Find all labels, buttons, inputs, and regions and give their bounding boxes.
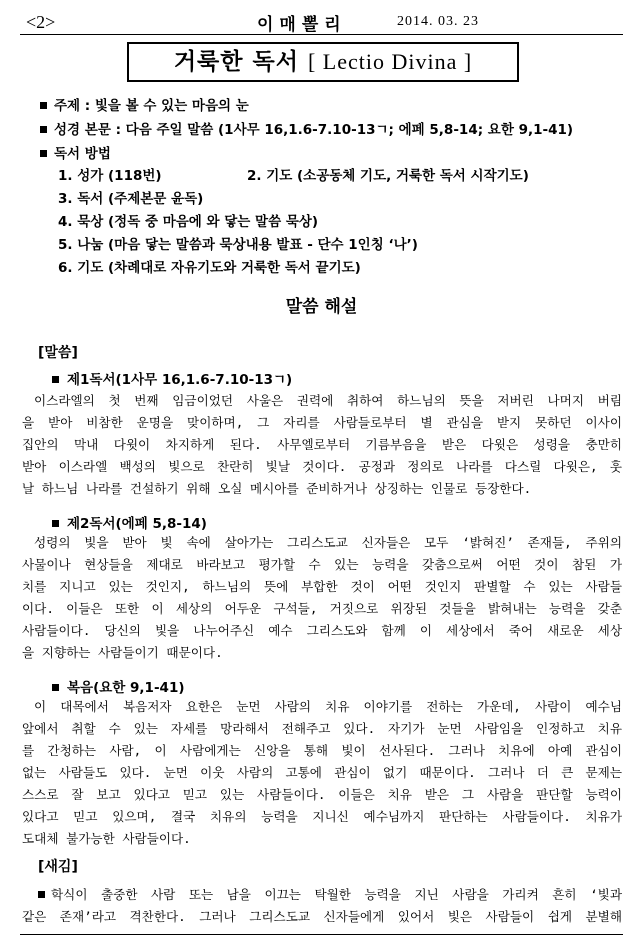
page-header: [22, 8, 622, 34]
title-latin: Lectio Divina: [322, 49, 458, 74]
meta-theme: 주제 : 빛을 볼 수 있는 마음의 눈: [38, 94, 249, 114]
reading-heading: 제1독서(1사무 16,1.6-7.10-13ㄱ): [50, 368, 292, 388]
reading-paragraph: 성령의 빛을 받아 빛 속에 살아가는 그리스도교 신자들은 모두 ‘밝혀진’ 존재들, 주위의 사물이나 현상들을 제대로 바라보고 평가할 수 있는 능력을 갖춤으로써 어떤 것이 참된 가 치를 지니고 있는 것인지, 하느님의 뜻에 부합한 것이 어떤 것인지 판별할 수 있는 사람들 이다. 이들은 또한 이 세상의 어두운 구석들, 거짓으로 위장된 것들을 밝혀내는 능력을 갖춘 사람들이다. 당신의 빛을 나누어주신 예수 그리스도와 함께 이 세상에서 죽어 새로운 세상 을 지향하는 사람들이기 때문이다.: [22, 535, 622, 660]
reading-paragraph: 이 대목에서 복음저자 요한은 눈먼 사람의 치유 이야기를 전하는 가운데, 사람이 예수님 앞에서 취할 수 있는 자세를 망라해서 전해주고 있다. 자기가 눈먼 사람임을 인정하고 치유 를 간청하는 사람, 이 사람에게는 신앙을 통해 빛이 선사된다. 그러나 치유에 아예 관심이 없는 사람들도 있다. 눈먼 이웃 사람의 고통에 관심이 없기 때문이다. 그러나 더 큰 문제는 스스로 잘 보고 있다고 믿고 있는 사람들이다. 이들은 치유 받은 그 사람을 판단할 능력이 있다고 믿고 있으며, 결국 치유의 능력을 지니신 예수님까지 판단하는 사람들이다. 치유가 도대체 불가능한 사람들이다.: [22, 699, 622, 846]
step-item: 6. 기도 (차례대로 자유기도와 거룩한 독서 끝기도): [58, 260, 361, 276]
bullet-square-icon: [52, 684, 59, 691]
reflection-label: [새김]: [38, 859, 78, 875]
bullet-square-icon: [40, 126, 47, 133]
title-korean: 거룩한 독서: [173, 49, 299, 75]
section-title: 말씀 해설: [285, 297, 358, 317]
word-label: [말씀]: [38, 345, 78, 361]
footer-rule: [20, 934, 623, 935]
step-item: 4. 묵상 (정독 중 마음에 와 닿는 말씀 묵상): [58, 214, 319, 230]
step-item: 1. 성가 (118번): [58, 168, 162, 184]
step-item: 3. 독서 (주제본문 윤독): [58, 191, 204, 207]
reading-heading: 제2독서(에페 5,8-14): [50, 512, 207, 532]
bullet-square-icon: [40, 150, 47, 157]
newsletter-name: 이매뽈리: [257, 15, 347, 35]
title-latin-open: [: [307, 49, 323, 74]
meta-scripture: 성경 본문 : 다음 주일 말씀 (1사무 16,1.6-7.10-13ㄱ; 에페 5,8-14; 요한 9,1-41): [38, 118, 573, 138]
bullet-square-icon: [52, 520, 59, 527]
step-item: 5. 나눔 (마음 닿는 말씀과 묵상내용 발표 - 단수 1인칭 ‘나’): [58, 237, 418, 253]
bullet-square-icon: [38, 891, 45, 898]
header-rule: [20, 34, 623, 35]
reading-heading: 복음(요한 9,1-41): [50, 676, 185, 696]
reading-paragraph: 이스라엘의 첫 번째 임금이었던 사울은 권력에 취하여 하느님의 뜻을 저버린 나머지 버림 을 받아 비참한 운명을 맞이하며, 그 자리를 사람들로부터 별 관심을 받지 못하던 이사이 집안의 막내 다윗이 차지하게 된다. 사무엘로부터 기름부음을 받은 다윗은 성령을 충만히 받아 이스라엘 백성의 빛으로 찬란히 빛날 것이다. 공정과 정의로 나라를 다스릴 다윗은, 훗 날 하느님 나라를 건설하기 위해 오실 메시아를 준비하거나 상징하는 인물로 등장한다.: [22, 393, 622, 496]
meta-method: 독서 방법: [38, 142, 111, 162]
issue-date: 2014. 03. 23: [397, 14, 479, 29]
bullet-square-icon: [52, 376, 59, 383]
bullet-square-icon: [40, 102, 47, 109]
page-number: <2>: [26, 12, 56, 32]
step-item: 2. 기도 (소공동체 기도, 거룩한 독서 시작기도): [247, 168, 529, 184]
reflection-paragraph: 학식이 출중한 사람 또는 남을 이끄는 탁월한 능력을 지닌 사람을 가리켜 흔히 ‘빛과 같은 존재’라고 격찬한다. 그러나 그리스도교 신자들에게 있어서 빛은 사람들이 쉽게 분별해: [22, 887, 622, 924]
title-box: [127, 42, 519, 82]
title-latin-close: ]: [457, 49, 473, 74]
